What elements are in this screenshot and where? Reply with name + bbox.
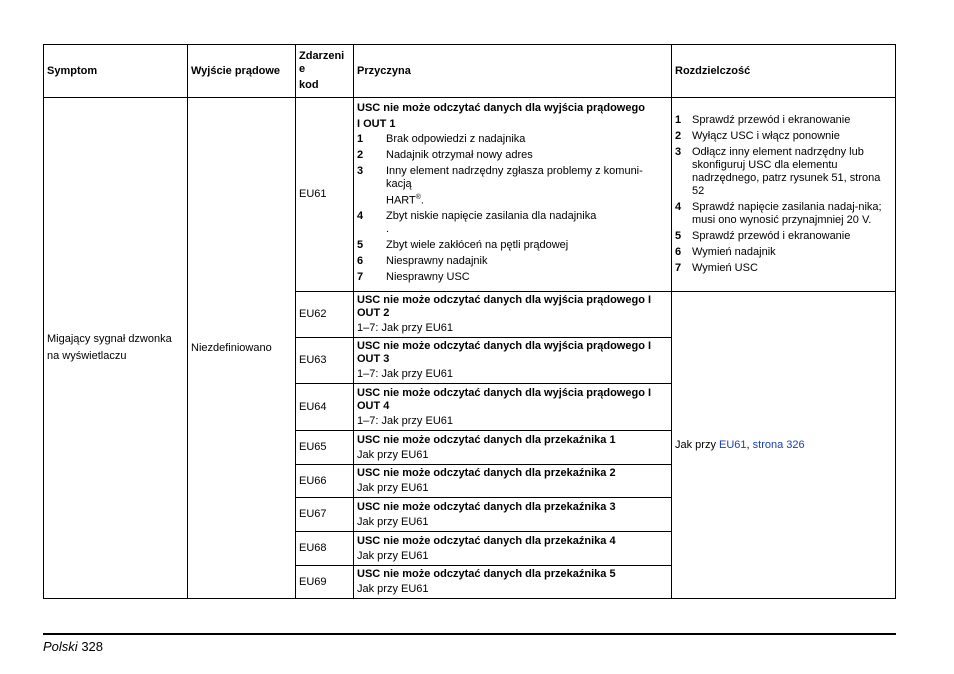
item-number: 5 xyxy=(675,229,682,242)
cause-sub: Jak przy EU61 xyxy=(357,448,429,461)
list-item xyxy=(357,165,668,208)
item-number: 5 xyxy=(357,239,364,252)
cause-title: I OUT 1 xyxy=(357,117,396,130)
cause-sub: 1–7: Jak przy EU61 xyxy=(357,322,453,334)
cause-title: USC nie może odczytać danych dla przekaźnika 1 xyxy=(357,433,616,446)
event-code: EU63 xyxy=(296,338,354,384)
item-text xyxy=(386,210,668,236)
footer-language: Polski xyxy=(43,639,78,654)
item-number: 2 xyxy=(675,129,682,142)
header-output: Wyjście prądowe xyxy=(188,45,296,98)
event-code: EU66 xyxy=(296,465,354,498)
list-item xyxy=(675,246,892,259)
symptom-cell xyxy=(44,98,188,599)
event-code: EU62 xyxy=(296,292,354,338)
list-item xyxy=(675,262,892,275)
cause-sub: Jak przy EU61 xyxy=(357,515,429,528)
list-item xyxy=(357,133,668,146)
item-number: 3 xyxy=(675,145,682,158)
footer-divider xyxy=(43,633,896,635)
list-item xyxy=(675,146,892,198)
cause-cell xyxy=(354,431,672,465)
header-event-line2: e xyxy=(299,63,306,75)
link-eu61[interactable]: EU61 xyxy=(719,438,747,451)
item-text-dot: . xyxy=(386,223,390,236)
cause-title: USC nie może odczytać danych dla przekaźnika 4 xyxy=(357,534,616,547)
item-text-main: Inny element nadrzędny zgłasza problemy z komuni-kacją xyxy=(386,164,643,190)
list-item xyxy=(675,114,892,127)
item-text: Nadajnik otrzymał nowy adres xyxy=(386,148,533,161)
header-event-code xyxy=(296,45,354,98)
cause-sub: Jak przy EU61 xyxy=(357,482,429,494)
header-resolution: Rozdzielczość xyxy=(672,45,896,98)
cause-cell xyxy=(354,292,672,338)
cause-list xyxy=(357,133,668,285)
item-number: 4 xyxy=(357,210,364,223)
cause-cell xyxy=(354,532,672,566)
cause-title: USC nie może odczytać danych dla przekaźnika 3 xyxy=(357,500,616,513)
page-footer xyxy=(43,639,103,654)
item-number: 7 xyxy=(675,261,682,274)
header-symptom: Symptom xyxy=(44,45,188,98)
footer-page-number: 328 xyxy=(81,639,104,654)
cause-title: USC nie może odczytać danych dla wyjścia prądowego xyxy=(357,101,645,114)
registered-mark: ® xyxy=(415,193,421,201)
event-code: EU69 xyxy=(296,566,354,599)
item-text: Wymień nadajnik xyxy=(692,245,776,258)
symptom-line1: Migający sygnał dzwonka xyxy=(47,333,172,345)
troubleshooting-table xyxy=(43,44,896,599)
header-cause: Przyczyna xyxy=(354,45,672,98)
cause-cell xyxy=(354,566,672,599)
cause-cell xyxy=(354,98,672,292)
list-item xyxy=(675,130,892,143)
list-item xyxy=(357,239,668,252)
item-number: 7 xyxy=(357,271,364,284)
cause-sub: Jak przy EU61 xyxy=(357,583,429,595)
item-number: 1 xyxy=(675,113,682,126)
item-text-main: Zbyt niskie napięcie zasilania dla nadajnika xyxy=(386,210,597,223)
item-number: 6 xyxy=(357,255,364,268)
event-code: EU64 xyxy=(296,384,354,431)
event-code: EU68 xyxy=(296,532,354,566)
cause-cell xyxy=(354,384,672,431)
output-cell: Niezdefiniowano xyxy=(188,98,296,599)
cause-title: USC nie może odczytać danych dla wyjścia prądowego I OUT 3 xyxy=(357,340,652,365)
list-item xyxy=(675,230,892,243)
header-event-line1: Zdarzeni xyxy=(299,50,345,62)
resolution-list xyxy=(675,114,892,275)
header-event-line3: kod xyxy=(299,79,319,91)
item-text: Sprawdź przewód i ekranowanie xyxy=(692,229,851,242)
item-text: Sprawdź przewód i ekranowanie xyxy=(692,113,851,126)
list-item xyxy=(357,271,668,284)
resolution-prefix: Jak przy xyxy=(675,438,720,451)
cause-title: USC nie może odczytać danych dla wyjścia prądowego I OUT 4 xyxy=(357,386,652,412)
cause-sub: 1–7: Jak przy EU61 xyxy=(357,414,453,427)
event-code: EU61 xyxy=(296,98,354,292)
item-number: 1 xyxy=(357,132,364,145)
item-text: Sprawdź napięcie zasilania nadaj-nika; musi ono wynosić przynajmniej 20 V. xyxy=(692,200,882,226)
resolution-sep: , xyxy=(746,438,753,451)
cause-sub: 1–7: Jak przy EU61 xyxy=(357,368,453,380)
item-number: 3 xyxy=(357,164,364,177)
item-text: Niesprawny USC xyxy=(386,271,470,284)
item-text xyxy=(386,165,668,208)
list-item xyxy=(675,201,892,227)
item-text: Niesprawny nadajnik xyxy=(386,255,488,268)
shared-resolution-cell xyxy=(672,292,896,599)
item-text-end: . xyxy=(420,194,424,207)
item-number: 6 xyxy=(675,245,682,258)
list-item xyxy=(357,210,668,236)
list-item xyxy=(357,255,668,268)
item-text: Wyłącz USC i włącz ponownie xyxy=(692,129,840,142)
link-page[interactable]: strona 326 xyxy=(752,438,805,451)
list-item xyxy=(357,149,668,162)
symptom-line2: na wyświetlaczu xyxy=(47,350,127,362)
item-text: Brak odpowiedzi z nadajnika xyxy=(386,132,526,145)
cause-title: USC nie może odczytać danych dla przekaźnika 5 xyxy=(357,568,616,580)
resolution-cell xyxy=(672,98,896,292)
cause-title: USC nie może odczytać danych dla przekaźnika 2 xyxy=(357,467,616,479)
item-number: 4 xyxy=(675,200,682,213)
item-text: Wymień USC xyxy=(692,261,758,274)
event-code: EU67 xyxy=(296,498,354,532)
cause-cell xyxy=(354,465,672,498)
table-row xyxy=(44,98,896,292)
event-code: EU65 xyxy=(296,431,354,465)
cause-title: USC nie może odczytać danych dla wyjścia prądowego I OUT 2 xyxy=(357,294,652,319)
item-text-hart: HART xyxy=(386,194,416,207)
item-number: 2 xyxy=(357,148,364,161)
header-row xyxy=(44,45,896,98)
cause-sub: Jak przy EU61 xyxy=(357,549,429,562)
item-text: Odłącz inny element nadrzędny lub skonfiguruj USC dla elementu nadrzędnego, patrz rysunek 51, strona 52 xyxy=(692,145,881,197)
cause-cell xyxy=(354,338,672,384)
item-text: Zbyt wiele zakłóceń na pętli prądowej xyxy=(386,239,569,252)
cause-cell xyxy=(354,498,672,532)
